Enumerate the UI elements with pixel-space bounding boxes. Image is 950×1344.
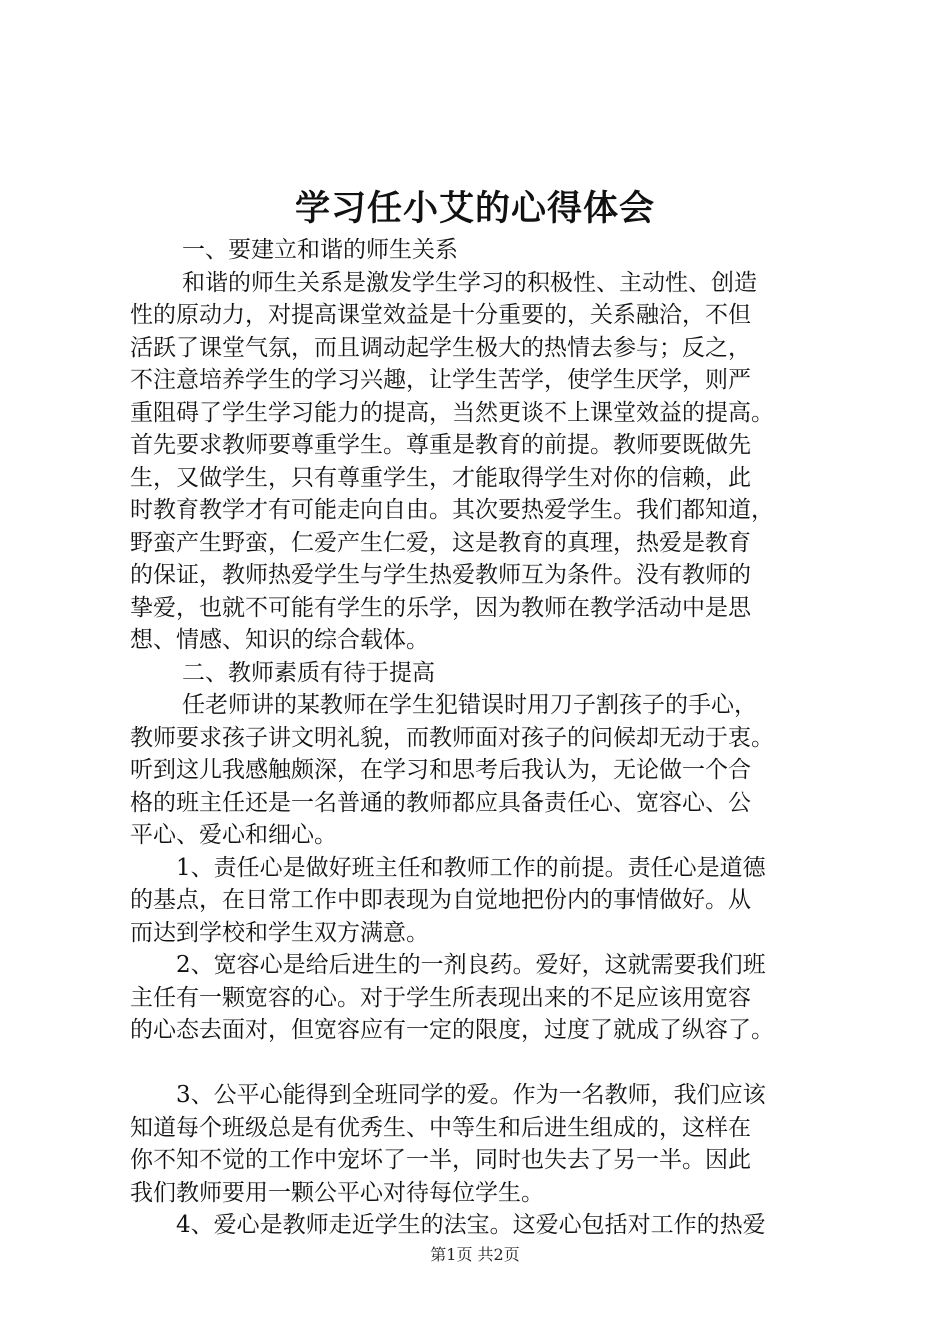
paragraph-line: 重阻碍了学生学习能力的提高，当然更谈不上课堂效益的提高。 [130, 399, 774, 426]
paragraph-line: 听到这儿我感触颇深，在学习和思考后我认为，无论做一个合 [130, 757, 751, 783]
page-number: 第1页 共2页 [430, 1245, 520, 1264]
paragraph-line: 而达到学校和学生双方满意。 [130, 919, 429, 946]
document-title: 学习任小艾的心得体会 [294, 188, 655, 229]
paragraph-line: 生，又做学生，只有尊重学生，才能取得学生对你的信赖，此 [130, 464, 751, 491]
paragraph-line: 你不知不觉的工作中宠坏了一半，同时也失去了另一半。因此 [130, 1147, 751, 1173]
list-item-4: 4、爱心是教师走近学生的法宝。这爱心包括对工作的热爱 [176, 1212, 766, 1238]
paragraph-line: 想、情感、知识的综合载体。 [130, 627, 429, 653]
paragraph-line: 教师要求孩子讲文明礼貌，而教师面对孩子的问候却无动于衷。 [130, 724, 774, 751]
paragraph-line: 性的原动力，对提高课堂效益是十分重要的，关系融洽，不但 [130, 302, 751, 328]
paragraph-line: 的心态去面对，但宽容应有一定的限度，过度了就成了纵容了。 [130, 1017, 774, 1043]
paragraph-line: 的基点，在日常工作中即表现为自觉地把份内的事情做好。从 [130, 887, 751, 913]
paragraph-line: 不注意培养学生的学习兴趣，让学生苦学，使学生厌学，则严 [130, 367, 751, 393]
paragraph-line: 首先要求教师要尊重学生。尊重是教育的前提。教师要既做先 [130, 432, 751, 458]
paragraph-line: 平心、爱心和细心。 [130, 822, 337, 848]
paragraph-line: 任老师讲的某教师在学生犯错误时用刀子割孩子的手心， [182, 692, 757, 718]
paragraph-line: 和谐的师生关系是激发学生学习的积极性、主动性、创造 [182, 269, 757, 296]
list-item-1: 1、责任心是做好班主任和教师工作的前提。责任心是道德 [176, 854, 766, 881]
document-body [130, 234, 840, 1242]
section-heading-1: 一、要建立和谐的师生关系 [182, 237, 458, 263]
paragraph-line: 知道每个班级总是有优秀生、中等生和后进生组成的，这样在 [130, 1114, 751, 1141]
paragraph-line: 主任有一颗宽容的心。对于学生所表现出来的不足应该用宽容 [130, 984, 751, 1011]
paragraph-line: 格的班主任还是一名普通的教师都应具备责任心、宽容心、公 [130, 789, 751, 816]
list-item-2: 2、宽容心是给后进生的一剂良药。爱好，这就需要我们班 [176, 952, 766, 978]
paragraph-line: 的保证，教师热爱学生与学生热爱教师互为条件。没有教师的 [130, 562, 751, 588]
paragraph-line: 挚爱，也就不可能有学生的乐学，因为教师在教学活动中是思 [130, 594, 751, 621]
paragraph-line: 我们教师要用一颗公平心对待每位学生。 [130, 1179, 544, 1206]
list-item-3: 3、公平心能得到全班同学的爱。作为一名教师，我们应该 [176, 1082, 766, 1108]
section-heading-2: 二、教师素质有待于提高 [182, 659, 435, 686]
paragraph-line: 时教育教学才有可能走向自由。其次要热爱学生。我们都知道， [130, 497, 774, 523]
blank-line [130, 1047, 840, 1080]
paragraph-line: 野蛮产生野蛮，仁爱产生仁爱，这是教育的真理，热爱是教育 [130, 529, 751, 556]
paragraph-line: 活跃了课堂气氛，而且调动起学生极大的热情去参与；反之， [130, 334, 751, 361]
